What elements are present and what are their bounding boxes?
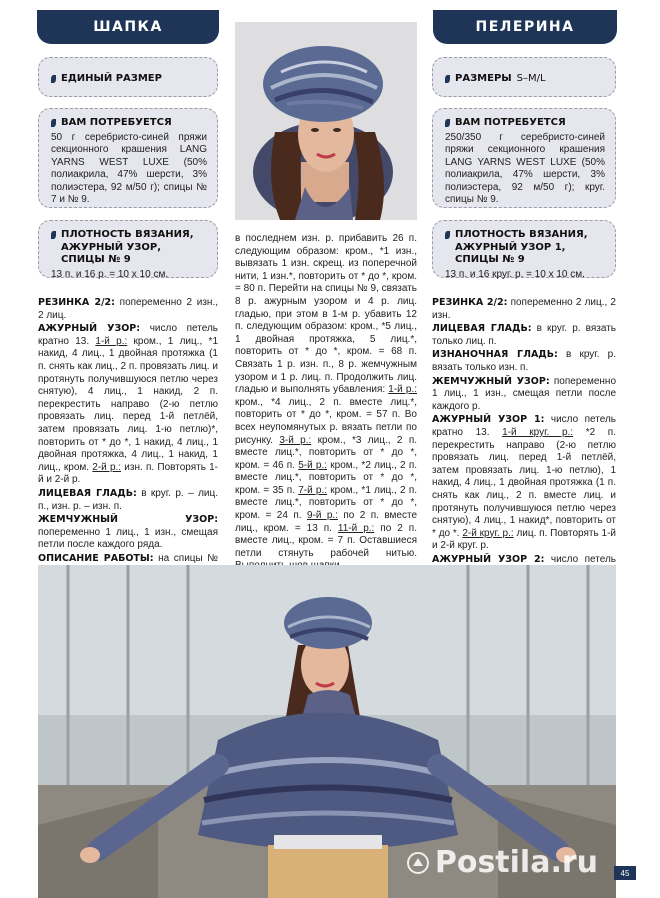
hat-para-0: РЕЗИНКА 2/2: попеременно 2 изн., 2 лиц. xyxy=(38,297,218,321)
bullet-icon xyxy=(445,231,450,239)
cape-title: ПЕЛЕРИНА xyxy=(475,19,575,35)
hat-size-box xyxy=(38,57,218,97)
cape-size-label: РАЗМЕРЫ xyxy=(455,73,512,84)
hat-materials-box xyxy=(38,108,218,208)
watermark-text: Postila.ru xyxy=(434,845,598,880)
hat-photo xyxy=(235,22,417,220)
cape-section-tab xyxy=(433,10,617,44)
hat-para-4: ОПИСАНИЕ РАБОТЫ: на спицы № xyxy=(38,552,219,564)
bullet-icon xyxy=(445,75,450,83)
hat-para-2: ЛИЦЕВАЯ ГЛАДЬ: в круг. р. – лиц. п., изн. р. – изн. п. xyxy=(38,487,218,512)
hat-title: ШАПКА xyxy=(93,19,163,35)
bullet-icon xyxy=(51,75,56,83)
hat-instructions xyxy=(38,297,218,592)
cape-materials: 250/350 г серебристо-синей пряжи секционного крашения LANG YARNS WEST LUXE (50% полиакрила, 47% шерсти, 3% полиэстера, 92 м/50 г); круг. спицы № 9. xyxy=(445,131,605,205)
cape-density-box xyxy=(432,220,616,278)
hat-density-title: ПЛОТНОСТЬ ВЯЗАНИЯ, АЖУРНЫЙ УЗОР, СПИЦЫ № 9 xyxy=(61,229,194,265)
hat-section-tab xyxy=(37,10,219,44)
hat-materials: 50 г серебристо-синей пряжи секционного крашения LANG YARNS WEST LUXE (50% полиакрила, 47% шерсти, 3% полиэстера, 92 м/50 г); спицы № 7 и № 9. xyxy=(51,131,207,205)
watermark-logo-icon xyxy=(407,852,429,874)
bullet-icon xyxy=(51,231,56,239)
hat-middle-text: в последнем изн. р. прибавить 26 п. следующим образом: кром., *1 изн., вывязать 1 изн. скрещ. из поперечной нити, 1 изн.*, повторить от * до *, кром. = 80 п. Перейти на спицы № 9, связать 8 р. ажурным узором и 4 р. лиц. гладью, при этом в 1-м р. убавить 12 п. следующим образом: кром., *5 лиц., 1 двойная протяжка, 5 лиц.*, повторить от * до *, кром. = 68 п. Связать 1 р. изн. п., 8 р. жемчужным узором и 1 р. лиц. п. Продолжить лиц. гладью и выполнять убавления: 1-й р.: кром., *4 лиц., 2 п. вместе лиц.*, повторить от * до *, кром. = 57 п. Во всех неупомянутых р. вязать петли по рисунку. 3-й р.: кром., *3 лиц., 2 п. вместе лиц.*, повторить от * до *, кром. = 46 п. 5-й р.: кром., *2 лиц., 2 п. вместе лиц.*, повторить от * до *, кром. = 35 п. 7-й р.: кром., *1 лиц., 2 п. вместе лиц.*, повторить от * до *, кром. = 24 п. 9-й р.: по 2 п. вместе лиц., кром. = 13 п. 11-й р.: по 2 п. вместе лиц., кром. = 7 п. Оставшиеся петли стянуть рабочей нитью. xyxy=(235,233,418,559)
hat-size: ЕДИНЫЙ РАЗМЕР xyxy=(61,73,162,84)
cape-para-4: АЖУРНЫЙ УЗОР 1: число петель кратно 13. 1-й круг. р.: *2 п. перекрестить направо (2-ю петлю провязать лиц. перед 1-й петлёй, затем провязать лиц. 1-ю петлю), 1 накид, 4 лиц., 1 двойная протяжка (1 п. снять как лиц., 2 п. вместе лиц. и протянуть получившуюся петлю через снятую), 4 лиц., 1 накид*, повторить от * до *. 2-й круг. р.: лиц. п. Повторять 1-й и 2-й круг. р. xyxy=(432,414,616,552)
cape-size: S–M/L xyxy=(516,73,546,84)
watermark xyxy=(407,845,598,880)
hat-materials-title: ВАМ ПОТРЕБУЕТСЯ xyxy=(61,117,172,128)
hat-para-3: ЖЕМЧУЖНЫЙ УЗОР: попеременно 1 лиц., 1 изн., смещая петли после каждого ряда. xyxy=(38,514,218,551)
cape-density-title: ПЛОТНОСТЬ ВЯЗАНИЯ, АЖУРНЫЙ УЗОР 1, СПИЦЫ № 9 xyxy=(455,229,588,265)
hat-density: 13 п. и 16 р. = 10 х 10 см. xyxy=(51,268,169,280)
page-number: 45 xyxy=(614,866,636,880)
cape-photo xyxy=(38,565,616,898)
bullet-icon xyxy=(51,119,56,127)
cape-para-1: ЛИЦЕВАЯ ГЛАДЬ: в круг. р. вязать только лиц. п. xyxy=(432,323,616,347)
hat-para-1: АЖУРНЫЙ УЗОР: число петель кратно 13. 1-й р.: кром., 1 лиц., *1 накид, 4 лиц., 1 двойная протяжка (1 п. снять как лиц., 2 п. провязать лиц. и протянуть получившуюся петлю через снятую), 4 лиц., 1 накид, 2 п. перекрестить направо (2-ю петлю провязать лиц. перед 1-й петлёй, затем провязать лиц. 1-ю петлю)*, повторить от * до *, 1 накид, 4 лиц., 1 двойная протяжка, 4 лиц., 1 накид, 1 лиц., кром. 2-й р.: изн. п. Повторять 1-й и 2-й р. xyxy=(38,323,219,486)
hat-instructions-continued xyxy=(235,233,417,574)
cape-para-3: ЖЕМЧУЖНЫЙ УЗОР: попеременно 1 лиц., 1 изн., смещая петли после каждого р. xyxy=(432,375,616,412)
cape-density: 13 п. и 16 круг. р. = 10 х 10 см. xyxy=(445,268,585,280)
hat-density-box xyxy=(38,220,218,278)
cape-para-0: РЕЗИНКА 2/2: попеременно 2 лиц., 2 изн. xyxy=(432,297,616,321)
cape-para-2: ИЗНАНОЧНАЯ ГЛАДЬ: в круг. р. вязать только изн. п. xyxy=(432,349,616,373)
bullet-icon xyxy=(445,119,450,127)
cape-size-box xyxy=(432,57,616,97)
cape-materials-title: ВАМ ПОТРЕБУЕТСЯ xyxy=(455,117,566,128)
cape-materials-box xyxy=(432,108,616,208)
cape-para-5: АЖУРНЫЙ УЗОР 2: число петель xyxy=(432,553,616,565)
